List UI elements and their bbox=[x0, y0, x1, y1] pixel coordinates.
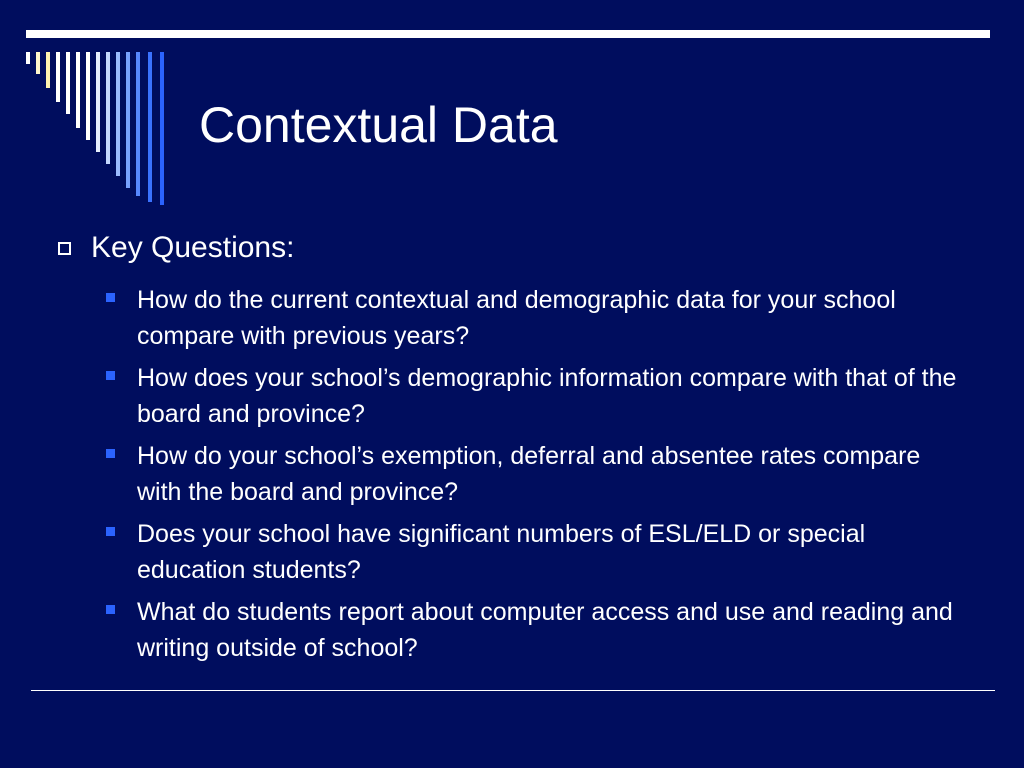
key-questions-heading bbox=[58, 230, 294, 266]
filled-square-icon bbox=[106, 449, 115, 458]
decor-bar bbox=[106, 52, 110, 164]
decor-bar bbox=[136, 52, 140, 196]
question-list bbox=[106, 282, 966, 672]
list-item-text: What do students report about computer access and use and reading and writing outside of school? bbox=[137, 598, 953, 662]
list-item bbox=[106, 594, 966, 666]
list-item-text: How do the current contextual and demographic data for your school compare with previous years? bbox=[137, 286, 896, 350]
list-item-text: How does your school’s demographic information compare with that of the board and province? bbox=[137, 364, 957, 428]
list-item bbox=[106, 438, 966, 510]
list-item-text: How do your school’s exemption, deferral and absentee rates compare with the board and province? bbox=[137, 442, 921, 506]
decor-bar bbox=[116, 52, 120, 176]
decor-bar bbox=[96, 52, 100, 152]
decor-bar bbox=[126, 52, 130, 188]
filled-square-icon bbox=[106, 371, 115, 380]
decor-bar bbox=[76, 52, 80, 128]
decorative-bars bbox=[0, 0, 180, 215]
decor-bar bbox=[56, 52, 60, 102]
filled-square-icon bbox=[106, 527, 115, 536]
list-item-text: Does your school have significant numbers of ESL/ELD or special education students? bbox=[137, 520, 866, 584]
heading-text: Key Questions: bbox=[91, 231, 295, 264]
decor-bar bbox=[86, 52, 90, 140]
decor-bar bbox=[46, 52, 50, 88]
list-item bbox=[106, 282, 966, 354]
list-item bbox=[106, 360, 966, 432]
decor-bar bbox=[148, 52, 152, 202]
slide-title: Contextual Data bbox=[199, 97, 558, 153]
hollow-square-icon bbox=[58, 242, 71, 255]
decor-bar bbox=[160, 52, 164, 205]
filled-square-icon bbox=[106, 293, 115, 302]
decor-bar bbox=[66, 52, 70, 114]
filled-square-icon bbox=[106, 605, 115, 614]
decor-bar bbox=[36, 52, 40, 74]
bottom-rule bbox=[31, 690, 995, 691]
decor-bar bbox=[26, 52, 30, 64]
list-item bbox=[106, 516, 966, 588]
